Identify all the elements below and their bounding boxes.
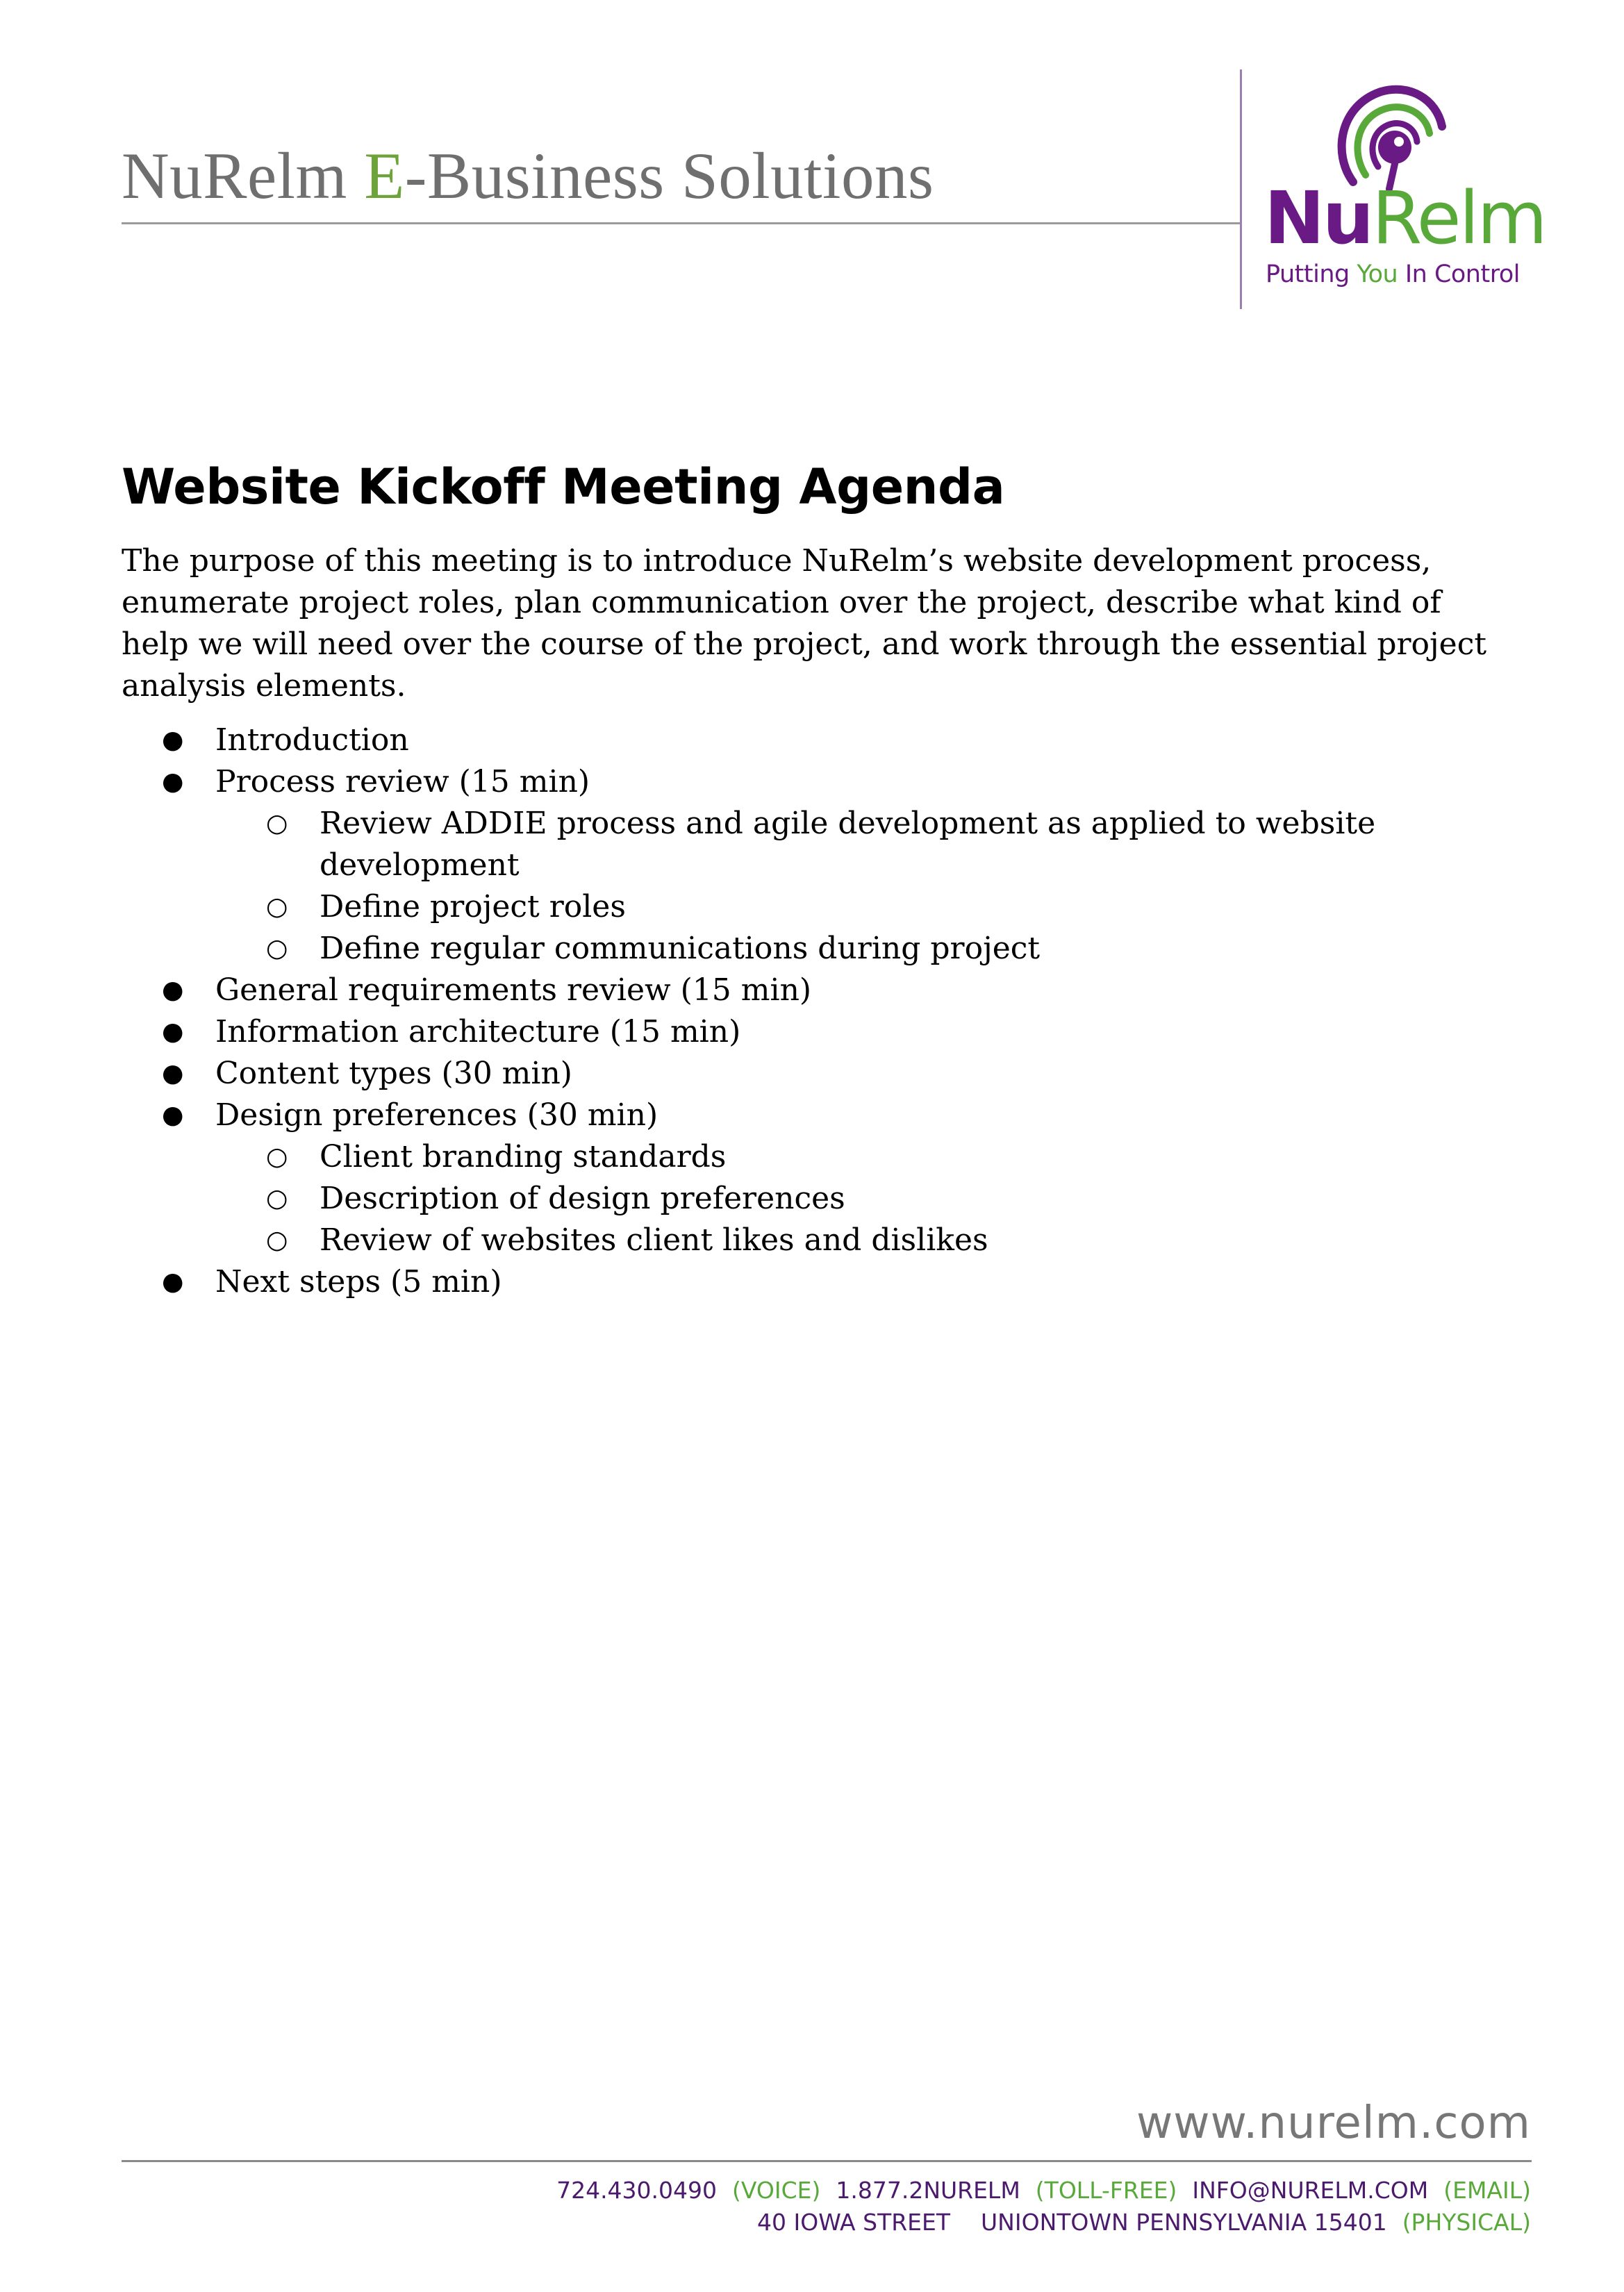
agenda-subitem-label: Review ADDIE process and agile development as applied to website development (320, 806, 1376, 883)
agenda-item-label: Design preferences (30 min) (215, 1097, 658, 1133)
header-vertical-divider (1240, 69, 1242, 309)
footer-contact-line (556, 2177, 1531, 2204)
hollow-bullet-icon: ○ (266, 1143, 288, 1171)
agenda-subitem (215, 1220, 1466, 1261)
hollow-bullet-icon: ○ (266, 934, 288, 963)
agenda-item-label: General requirements review (15 min) (215, 972, 812, 1008)
address-tag: (PHYSICAL) (1402, 2209, 1531, 2236)
street-address: 40 IOWA STREET (757, 2209, 951, 2236)
hollow-bullet-icon: ○ (266, 1226, 288, 1254)
company-name-part2: -Business Solutions (404, 139, 934, 213)
agenda-item (0, 1261, 1431, 1303)
website-url: www.nurelm.com (1136, 2098, 1531, 2149)
email-address: INFO@NURELM.COM (1192, 2177, 1429, 2204)
agenda-item-label: Process review (15 min) (215, 764, 590, 799)
agenda-item-label: Information architecture (15 min) (215, 1014, 741, 1049)
agenda-item (0, 970, 1431, 1011)
agenda-item-label: Introduction (215, 722, 409, 758)
company-name-accent: E (364, 139, 405, 213)
footer-address-line (757, 2209, 1531, 2236)
agenda-subitem-label: Review of websites client likes and dislikes (320, 1222, 988, 1258)
agenda-list (0, 720, 1431, 1303)
tagline-part1: Putting (1266, 260, 1357, 288)
hollow-bullet-icon: ○ (266, 1184, 288, 1213)
agenda-subitem (215, 928, 1466, 970)
bullet-icon: ● (162, 1059, 184, 1088)
agenda-subitem (215, 1178, 1466, 1220)
agenda-sublist (215, 1136, 1431, 1261)
company-name (122, 138, 934, 214)
tollfree-number: 1.877.2NURELM (836, 2177, 1020, 2204)
footer-divider (122, 2160, 1532, 2162)
logo-tagline (1266, 260, 1520, 288)
logo-word-relm: Relm (1372, 176, 1546, 260)
agenda-subitem (215, 803, 1466, 886)
company-name-part1: NuRelm (122, 139, 365, 213)
bullet-icon: ● (162, 976, 184, 1004)
company-logo (1264, 78, 1546, 300)
hollow-bullet-icon: ○ (266, 892, 288, 921)
agenda-subitem-label: Client branding standards (320, 1139, 727, 1174)
agenda-subitem-label: Define regular communications during project (320, 931, 1041, 966)
agenda-item (0, 720, 1431, 761)
bullet-icon: ● (162, 767, 184, 796)
tollfree-tag: (TOLL-FREE) (1035, 2177, 1177, 2204)
agenda-item (0, 1095, 1431, 1261)
city-address: UNIONTOWN PENNSYLVANIA 15401 (981, 2209, 1387, 2236)
document-title: Website Kickoff Meeting Agenda (122, 458, 1005, 515)
agenda-subitem (215, 1136, 1466, 1178)
logo-word-nu: Nu (1264, 176, 1373, 260)
tagline-you: You (1357, 260, 1398, 288)
bullet-icon: ● (162, 726, 184, 754)
agenda-subitem-label: Description of design preferences (320, 1181, 845, 1216)
logo-wordmark (1264, 176, 1546, 260)
bullet-icon: ● (162, 1018, 184, 1046)
agenda-item (0, 761, 1431, 970)
agenda-item-label: Next steps (5 min) (215, 1264, 502, 1299)
hollow-bullet-icon: ○ (266, 809, 288, 838)
agenda-item-label: Content types (30 min) (215, 1056, 572, 1091)
bullet-icon: ● (162, 1268, 184, 1296)
tagline-part2: In Control (1398, 260, 1520, 288)
agenda-item (0, 1011, 1431, 1053)
agenda-subitem-label: Define project roles (320, 889, 626, 924)
agenda-subitem (215, 886, 1466, 928)
email-tag: (EMAIL) (1443, 2177, 1531, 2204)
phone-number: 724.430.0490 (556, 2177, 718, 2204)
phone-tag: (VOICE) (732, 2177, 821, 2204)
header-divider (122, 222, 1240, 224)
intro-paragraph: The purpose of this meeting is to introduce NuRelm’s website development process, enumerate project roles, plan communication over the project, describe what kind of help we will need over the course of the project, and work through the essential project analysis elements. (122, 543, 1487, 704)
bullet-icon: ● (162, 1101, 184, 1129)
agenda-sublist (215, 803, 1431, 970)
agenda-item (0, 1053, 1431, 1095)
